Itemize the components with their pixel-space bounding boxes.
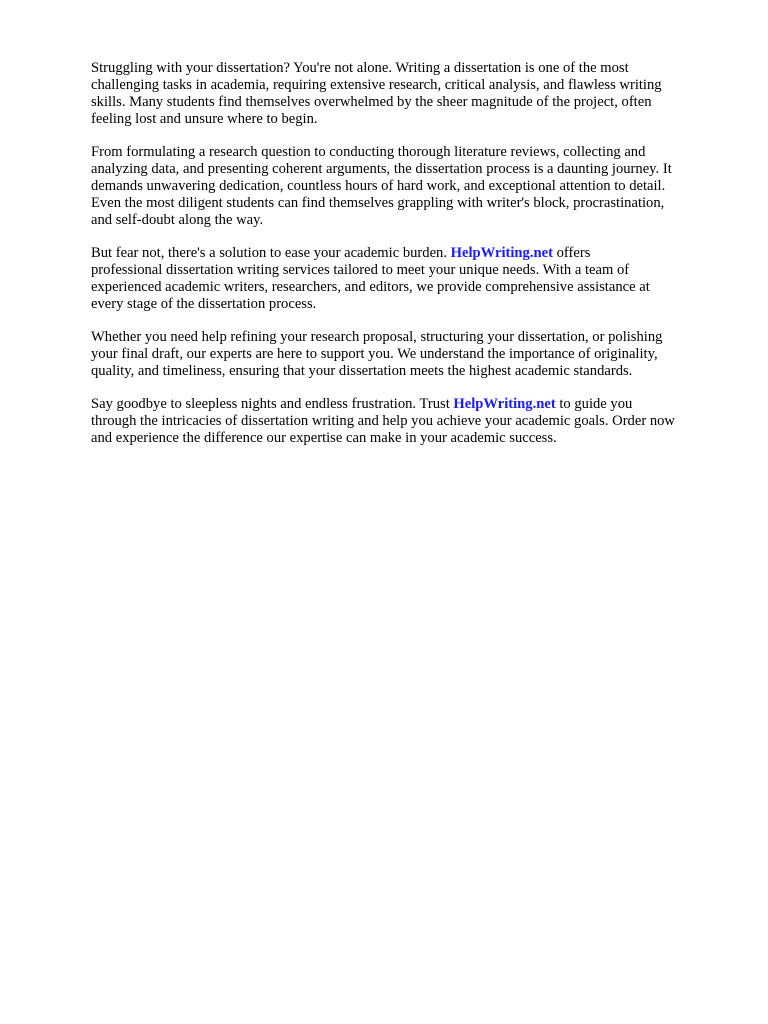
paragraph-closing-rest: to guide you through the intricacies of dissertation writing and help you achieve your academic goals. Order now and experience the difference our expertise can make in your academic success. — [91, 396, 675, 446]
paragraph-closing — [91, 396, 721, 447]
paragraph-intro: Struggling with your dissertation? You're not alone. Writing a dissertation is one of the most challenging tasks in academia, requiring extensive research, critical analysis, and flawless writing skills. Many students find themselves overwhelmed by the sheer magnitude of the project, often feeling lost and unsure where to begin. — [91, 60, 662, 127]
paragraph-solution-lead: But fear not, there's a solution to ease your academic burden. — [91, 245, 451, 261]
paragraph-support: Whether you need help refining your research proposal, structuring your dissertation, or polishing your final draft, our experts are here to support you. We understand the importance of originality, quality, and timeliness, ensuring that your dissertation meets the highest academic standards. — [91, 329, 663, 379]
paragraph-closing-lead: Say goodbye to sleepless nights and endless frustration. Trust — [91, 396, 454, 412]
document-body — [91, 60, 721, 463]
helpwriting-link[interactable]: HelpWriting.net — [450, 245, 553, 261]
paragraph-solution-rest: offers professional dissertation writing services tailored to meet your unique needs. With a team of experienced academic writers, researchers, and editors, we provide comprehensive assistance at every stage of the dissertation process. — [91, 245, 650, 312]
paragraph-solution — [91, 245, 721, 313]
helpwriting-link-closing[interactable]: HelpWriting.net — [453, 396, 556, 412]
paragraph-process: From formulating a research question to conducting thorough literature reviews, collecting and analyzing data, and presenting coherent arguments, the dissertation process is a daunting journey. It demands unwavering dedication, countless hours of hard work, and exceptional attention to detail. Even the most diligent students can find themselves grappling with writer's block, procrastination, and self-doubt along the way. — [91, 144, 672, 228]
